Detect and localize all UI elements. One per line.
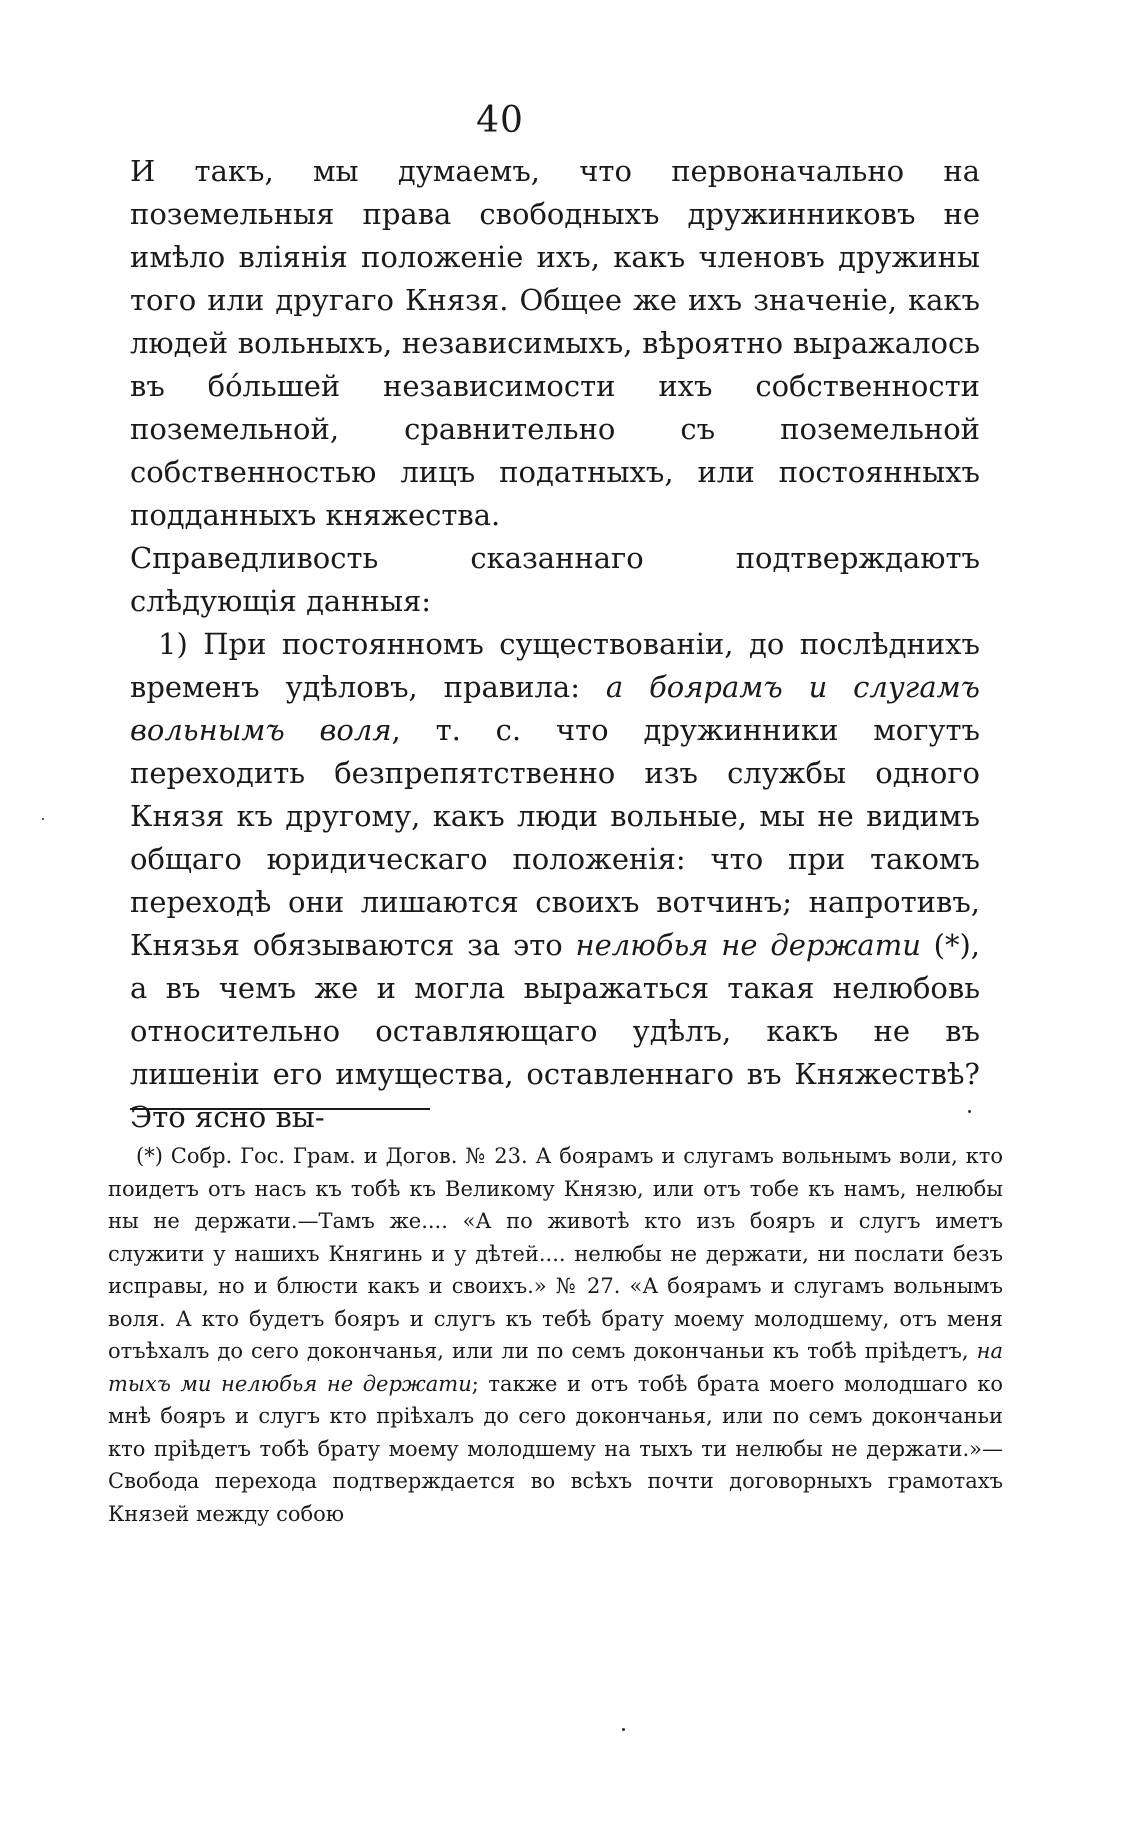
footnote-part-1: (*) Собр. Гос. Грам. и Догов. № 23. А боярамъ и слугамъ вольнымъ воли, кто поидетъ отъ насъ къ тобѣ къ Великому Князю, или отъ тобе къ намъ, нелюбы ны не держати.—Тамъ же.... «А по животѣ кто изъ бояръ и слугъ иметъ служити у нашихъ Княгинь и у дѣтей.... нелюбы не держати, ни послати безъ исправы, но и блюсти какъ и своихъ.» № 27. «А боярамъ и слугамъ вольнымъ воля. А кто будетъ бояръ и слугъ къ тебѣ брату моему молодшему, отъ меня отъѣхалъ до сего докончанья, или ли по семъ докончаньи къ тобѣ пріѣдетъ, [108, 1144, 1003, 1363]
footnote-italic: на тыхъ ми нелюбья не держати [108, 1339, 1003, 1396]
print-speck [42, 818, 44, 820]
footnote-divider [130, 1108, 430, 1110]
paragraph-3-start: 1) При постоянномъ существованіи, до послѣднихъ временъ удѣловъ, правила: [130, 627, 980, 704]
paragraph-1: И такъ, мы думаемъ, что первоначально на поземельныя права свободныхъ дружинниковъ не имѣло вліянія положеніе ихъ, какъ членовъ дружины того или другаго Князя. Общее же ихъ значеніе, какъ людей вольныхъ, независимыхъ, вѣроятно выражалось въ бо́льшей независимости ихъ собственности поземельной, сравнительно съ поземельной собственностью лицъ податныхъ, или постоянныхъ подданныхъ княжества. [130, 154, 980, 532]
print-speck [968, 1110, 971, 1113]
print-speck [622, 1728, 625, 1731]
main-text [130, 150, 980, 1139]
footnote [108, 1140, 1003, 1530]
paragraph-3-end: (*), а въ чемъ же и могла выражаться такая нелюбовь относительно оставляющаго удѣлъ, какъ не въ лишеніи его имущества, оставленнаго въ Княжествѣ? Это ясно вы- [130, 928, 981, 1134]
paragraph-3 [130, 623, 980, 1139]
paragraph-3-italic-quote: а боярамъ и слугамъ вольнымъ воля [130, 670, 980, 747]
footnote-part-2: ; также и отъ тобѣ брата моего молодшаго ко мнѣ бояръ и слугъ кто пріѣхалъ до сего докончанья, или по семъ докончаньи кто пріѣдетъ тобѣ брату моему молодшему на тыхъ ти нелюбы не держати.»—Свобода перехода подтверждается во всѣхъ почти договорныхъ грамотахъ Князей между собою [108, 1371, 1003, 1526]
paragraph-3-italic-phrase: нелюбья не держати [575, 928, 921, 962]
paragraph-3-middle: , т. с. что дружинники могутъ переходить безпрепятственно изъ службы одного Князя къ другому, какъ люди вольные, мы не видимъ общаго юридическаго положенія: что при такомъ переходѣ они лишаются своихъ вотчинъ; напротивъ, Князья обязываются за это [130, 713, 980, 962]
page-number: 40 [476, 100, 524, 141]
paragraph-2: Справедливость сказаннаго подтверждаютъ слѣдующія данныя: [130, 541, 980, 618]
